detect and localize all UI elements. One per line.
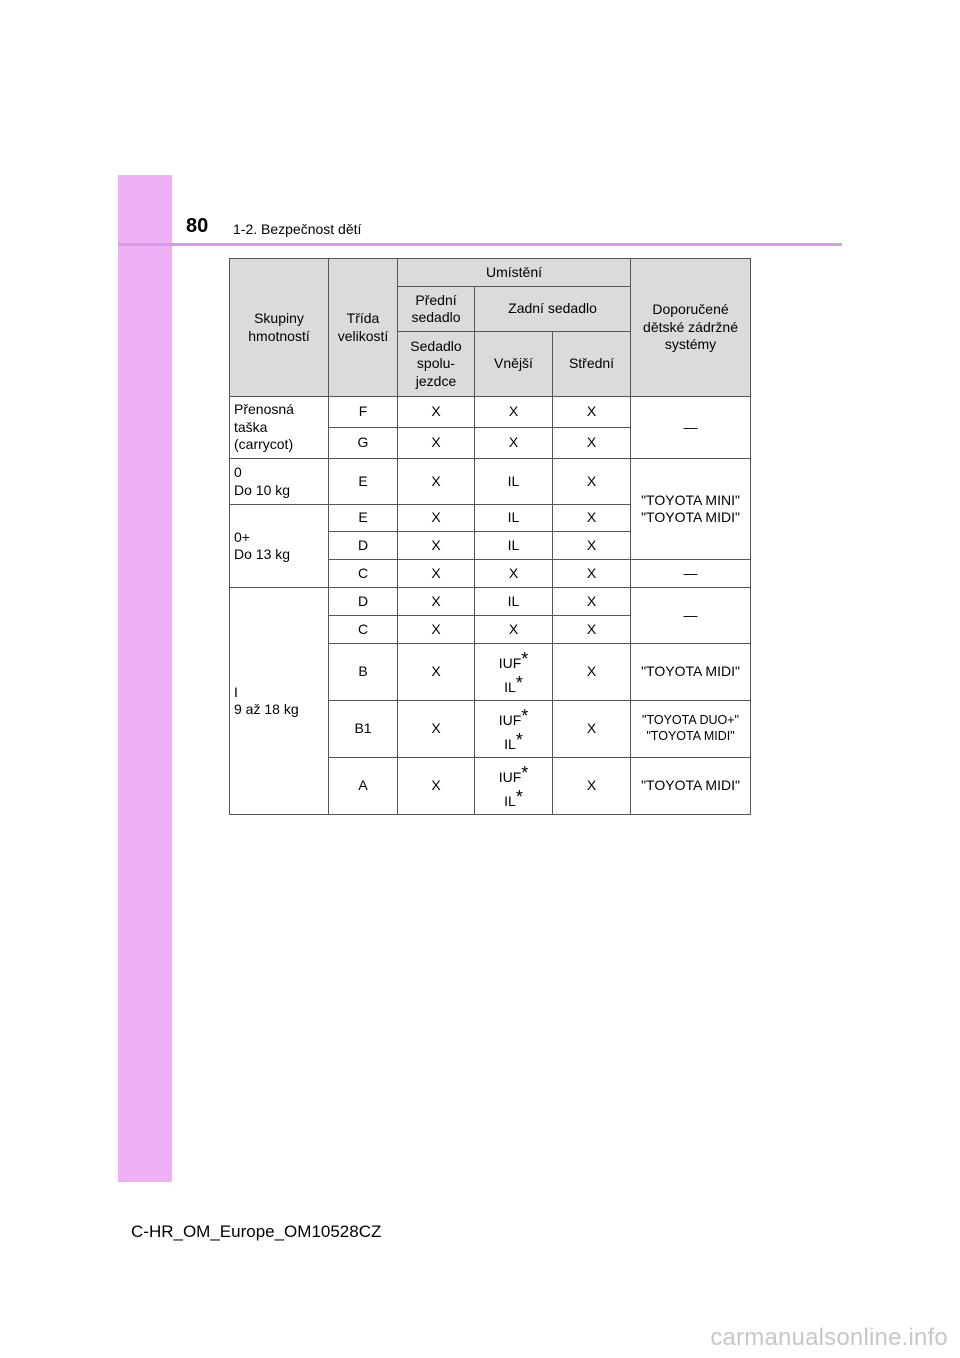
outer-cell: IL [475,588,553,616]
outer-cell: IL [475,532,553,560]
recommend-cell [631,701,751,758]
document-code: C-HR_OM_Europe_OM10528CZ [131,1222,382,1241]
recommend-line: "TOYOTA MIDI" [646,729,735,743]
recommend-line: "TOYOTA DUO+" [642,713,739,728]
header-weight-group: Skupiny hmotností [230,259,329,397]
footnote-star: * [515,730,523,750]
header-location: Umístění [398,259,631,287]
watermark: carmanualsonline.info [710,1324,948,1351]
recommend-cell: — [631,560,751,588]
size-cell: E [329,459,398,505]
size-cell: C [329,560,398,588]
recommend-line: "TOYOTA MIDI" [641,509,740,525]
group-1-weight: 9 až 18 kg [234,701,299,717]
front-cell: X [398,532,475,560]
outer-value: IL [504,679,516,695]
page-number: 80 [186,215,209,237]
group-0 [230,459,329,505]
group-0-plus [230,505,329,588]
outer-value: IL [504,793,516,809]
outer-cell [475,758,553,815]
recommend-cell: — [631,397,751,459]
center-cell: X [553,532,631,560]
outer-cell: IL [475,459,553,505]
size-cell: E [329,505,398,532]
front-cell: X [398,644,475,701]
size-cell: G [329,428,398,459]
header-size-class: Třída velikostí [329,259,398,397]
header-rule [118,243,842,246]
outer-cell: X [475,397,553,428]
header-passenger-seat: Sedadlo spolu-jezdce [398,332,475,397]
group-1-name: I [234,683,238,700]
group-0-name: 0 [234,464,242,480]
section-title: 1-2. Bezpečnost dětí [233,221,362,237]
group-0-plus-name: 0+ [234,528,250,545]
side-tab-bar [118,175,172,1182]
outer-value: IL [504,736,516,752]
outer-cell: X [475,428,553,459]
front-cell: X [398,588,475,616]
outer-cell: X [475,560,553,588]
size-cell: C [329,616,398,644]
group-0-weight: Do 10 kg [234,481,291,498]
center-cell: X [553,397,631,428]
size-cell: B [329,644,398,701]
outer-value: IUF [498,654,522,671]
size-cell: D [329,588,398,616]
center-cell: X [553,588,631,616]
front-cell: X [398,459,475,505]
outer-cell: X [475,616,553,644]
size-cell: F [329,397,398,428]
front-cell: X [398,701,475,758]
footnote-star: * [521,648,529,669]
recommend-cell: "TOYOTA MIDI" [631,758,751,815]
header-recommended: Doporučené dětské zádržné systémy [631,259,751,397]
front-cell: X [398,428,475,459]
center-cell: X [553,428,631,459]
child-seat-table [229,258,751,815]
recommend-line: "TOYOTA MINI" [641,491,740,508]
outer-value: IUF [498,768,522,785]
front-cell: X [398,560,475,588]
center-cell: X [553,459,631,505]
recommend-cell: "TOYOTA MIDI" [631,644,751,701]
size-cell: A [329,758,398,815]
front-cell: X [398,758,475,815]
center-cell: X [553,644,631,701]
outer-cell [475,701,553,758]
front-cell: X [398,505,475,532]
footnote-star: * [521,762,529,783]
recommend-cell: — [631,588,751,644]
header-front-seat: Přední sedadlo [398,287,475,332]
outer-value: IUF [498,711,522,728]
group-0-plus-weight: Do 13 kg [234,546,291,562]
footnote-star: * [521,705,529,726]
outer-cell: IL [475,505,553,532]
center-cell: X [553,758,631,815]
outer-cell [475,644,553,701]
group-1 [230,588,329,815]
footnote-star: * [515,673,523,693]
center-cell: X [553,701,631,758]
size-cell: B1 [329,701,398,758]
center-cell: X [553,616,631,644]
header-outer: Vnější [475,332,553,397]
header-center: Střední [553,332,631,397]
size-cell: D [329,532,398,560]
center-cell: X [553,505,631,532]
recommend-cell [631,459,751,560]
header-rear-seat: Zadní sedadlo [475,287,631,332]
center-cell: X [553,560,631,588]
group-carrycot: Přenosná taška (carrycot) [230,397,329,459]
front-cell: X [398,397,475,428]
footnote-star: * [515,787,523,807]
front-cell: X [398,616,475,644]
